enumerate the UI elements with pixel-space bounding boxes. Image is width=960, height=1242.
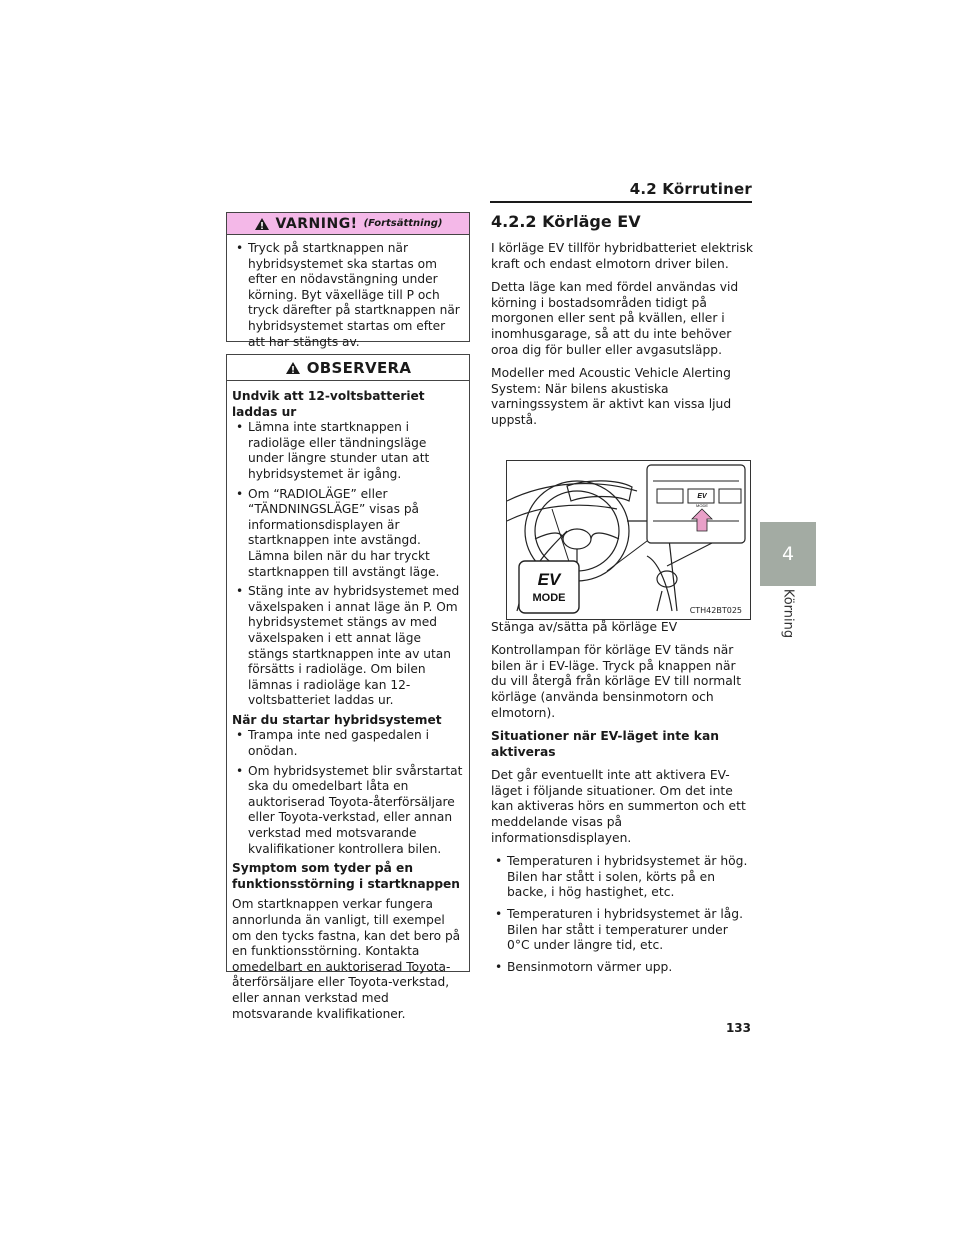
mode-button-label: MODE <box>532 592 566 604</box>
notice-heading: Undvik att 12-voltsbatteriet laddas ur <box>232 389 425 419</box>
notice-paragraph: Om startknappen verkar fungera annorlunda än vanligt, till exempel om den tycks fastna, kan det bero på en funktionsstörning. Kontakta omedelbart en auktoriserad Toyota-återförsäljare eller Toyota-verkstad, eller annan verkstad med motsvarande kvalifikationer. <box>232 897 461 1021</box>
list-item: • Om “RADIOLÄGE” eller “TÄNDNINGSLÄGE” visas på informationsdisplayen är startknappen inte avstängd. Lämna bilen när du har tryckt startknappen till avstängt läge. <box>232 487 464 581</box>
chapter-label: Körning <box>780 588 796 639</box>
warning-list <box>232 241 464 350</box>
inset-mode-text: MODE <box>696 503 708 508</box>
warning-header <box>227 213 469 235</box>
list-item: • Temperaturen i hybridsystemet är låg. Bilen har stått i temperaturer under 0°C under längre tid, etc. <box>491 907 753 954</box>
chapter-number: 4 <box>781 543 795 565</box>
notice-list-1 <box>232 420 464 709</box>
subheading: Situationer när EV-läget inte kan aktiveras <box>491 729 720 759</box>
paragraph: Stänga av/sätta på körläge EV <box>491 619 678 634</box>
list-item: • Lämna inte startknappen i radioläge eller tändningsläge under längre stunder utan att hybridsystemet är igång. <box>232 420 464 482</box>
ev-button-label: EV <box>537 570 561 589</box>
warning-title: VARNING! <box>275 215 358 232</box>
warning-subtitle: (Fortsättning) <box>363 218 443 229</box>
chapter-tab <box>760 522 816 586</box>
paragraph: Det går eventuellt inte att aktivera EV-läget i följande situationer. Om det inte kan aktiveras hörs en summerton och ett meddelande visas på informationsdisplayen. <box>491 768 746 845</box>
list-item: • Bensinmotorn värmer upp. <box>491 960 753 976</box>
list-item: • Tryck på startknappen när hybridsystemet ska startas om efter en nödavstängning under körning. Byt växelläge till P och tryck därefter på startknappen när hybridsystemet startas om efter att har stängts av. <box>232 241 464 350</box>
paragraph: Modeller med Acoustic Vehicle Alerting System: När bilens akustiska varningssystem är aktivt kan vissa ljud uppstå. <box>491 366 732 427</box>
dashboard-illustration <box>507 461 751 620</box>
notice-heading: Symptom som tyder på en funktionsstörning i startknappen <box>232 861 460 891</box>
header-rule <box>490 201 752 203</box>
paragraph: I körläge EV tillför hybridbatteriet elektrisk kraft och endast elmotorn driver bilen. <box>491 241 753 271</box>
list-item: • Temperaturen i hybridsystemet är hög. Bilen har stått i solen, körts på en backe, i hög hastighet, etc. <box>491 854 753 901</box>
section-title: 4.2.2 Körläge EV <box>491 212 641 231</box>
ev-mode-figure <box>506 460 751 620</box>
list-item: • Om hybridsystemet blir svårstartat ska du omedelbart låta en auktoriserad Toyota-återförsäljare eller Toyota-verkstad, eller annan verkstad med motsvarande kvalifikationer kontrollera bilen. <box>232 764 464 858</box>
notice-list-2 <box>232 728 464 857</box>
notice-header <box>227 355 469 381</box>
warning-box <box>226 212 470 349</box>
paragraph: Kontrollampan för körläge EV tänds när bilen är i EV-läge. Tryck på knappen när du vill återgå från körläge EV till normalt körläge (använda bensinmotorn och elmotorn). <box>491 643 742 720</box>
paragraph: Detta läge kan med fördel användas vid körning i bostadsområden tidigt på morgonen eller sent på kvällen, eller i inomhusgarage, så att du inte behöver oroa dig för buller eller avgasutsläpp. <box>491 280 739 357</box>
inset-ev-text: EV <box>697 493 707 500</box>
section-header: 4.2 Körrutiner <box>629 180 752 198</box>
notice-box <box>226 354 470 1021</box>
notice-title: OBSERVERA <box>306 358 412 377</box>
situation-list <box>491 854 753 975</box>
list-item: • Trampa inte ned gaspedalen i onödan. <box>232 728 464 759</box>
warning-triangle-icon <box>254 217 270 231</box>
list-item: • Stäng inte av hybridsystemet med växelspaken i annat läge än P. Om hybridsystemet stängs av med växelspaken i ett annat läge stängs startknappen inte av utan försätts i radioläge. Om bilen lämnas i radioläge kan 12-voltsbatteriet laddas ur. <box>232 584 464 709</box>
notice-heading: När du startar hybridsystemet <box>232 712 442 727</box>
page-number: 133 <box>725 1021 751 1035</box>
warning-triangle-icon <box>285 361 301 375</box>
figure-code: CTH42BT025 <box>689 606 742 615</box>
